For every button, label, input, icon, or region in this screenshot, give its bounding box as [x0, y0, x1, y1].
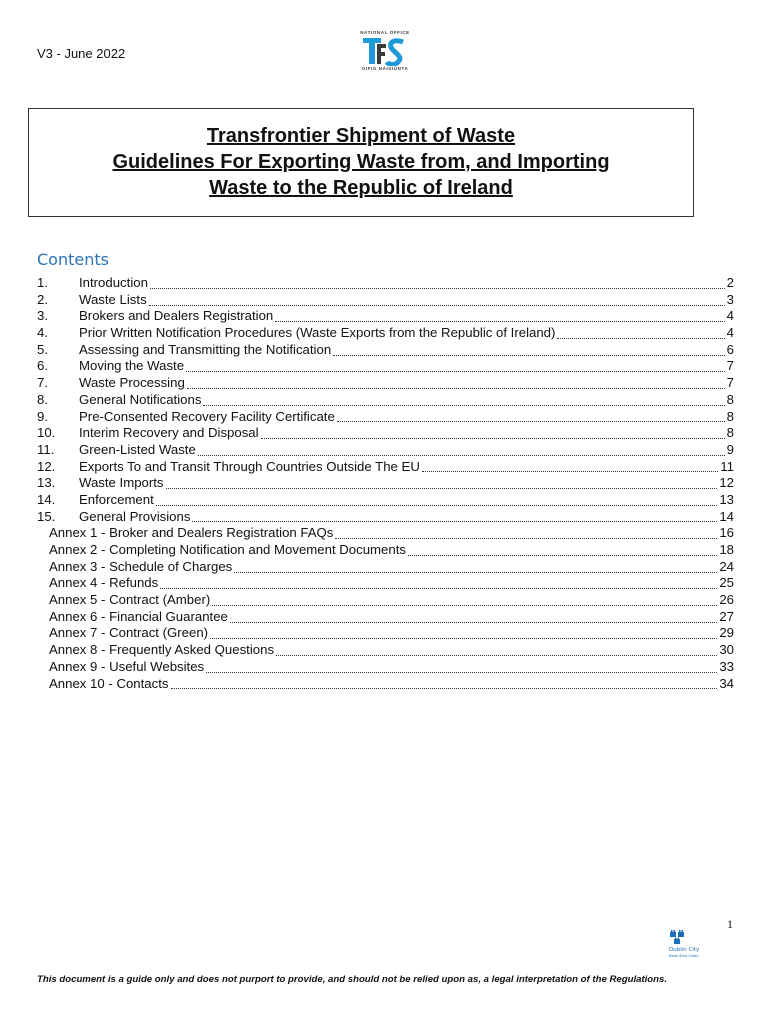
toc-leader: [203, 395, 724, 406]
toc-number: 14.: [37, 491, 56, 507]
toc-page: 4: [726, 325, 734, 341]
dcc-logo-line2: Baile Átha Cliath: [669, 954, 699, 958]
toc-number: 13.: [37, 475, 56, 491]
toc-page: 8: [726, 425, 734, 441]
toc-page: 9: [726, 441, 734, 457]
toc-number: 3.: [37, 308, 48, 324]
toc-leader: [335, 528, 717, 539]
toc-page: 34: [719, 675, 734, 691]
toc-annex-entry[interactable]: [37, 525, 734, 542]
toc-title: Waste Processing: [79, 375, 185, 391]
toc-page: 12: [719, 475, 734, 491]
toc-entry[interactable]: [37, 342, 734, 359]
toc-title: Annex 1 - Broker and Dealers Registration FAQs: [49, 525, 334, 541]
toc-number: 1.: [37, 275, 48, 290]
toc-number: 11.: [37, 441, 55, 457]
toc-title: Green-Listed Waste: [79, 441, 196, 457]
table-of-contents: [37, 275, 734, 692]
tfs-mark-icon: [363, 36, 407, 66]
toc-annex-entry[interactable]: [37, 659, 734, 676]
toc-entry[interactable]: [37, 325, 734, 342]
toc-page: 3: [726, 291, 734, 307]
toc-page: 13: [719, 491, 734, 507]
toc-annex-entry[interactable]: [37, 575, 734, 592]
toc-entry[interactable]: [37, 492, 734, 509]
page-number: 1: [727, 917, 733, 931]
toc-number: 8.: [37, 391, 48, 407]
toc-title: Annex 4 - Refunds: [49, 575, 159, 591]
toc-entry[interactable]: [37, 375, 734, 392]
toc-leader: [149, 295, 725, 306]
version-label: V3 - June 2022: [37, 46, 126, 61]
toc-annex-entry[interactable]: [37, 559, 734, 576]
toc-entry[interactable]: [37, 509, 734, 526]
toc-page: 27: [719, 608, 734, 624]
toc-leader: [276, 645, 717, 656]
toc-leader: [212, 595, 717, 606]
logo-top-text: NATIONAL OFFICE: [360, 30, 410, 35]
toc-title: Prior Written Notification Procedures (Waste Exports from the Republic of Ireland): [79, 325, 556, 341]
toc-leader: [261, 428, 725, 439]
toc-title: General Notifications: [79, 391, 202, 407]
toc-entry[interactable]: [37, 459, 734, 476]
title-box: [28, 108, 694, 217]
toc-page: 2: [726, 275, 734, 290]
toc-leader: [198, 445, 725, 456]
toc-leader: [160, 578, 717, 589]
toc-page: 16: [719, 525, 734, 541]
toc-leader: [186, 361, 725, 372]
toc-leader: [210, 628, 717, 639]
toc-title: General Provisions: [79, 508, 191, 524]
toc-leader: [156, 495, 718, 506]
toc-title: Annex 6 - Financial Guarantee: [49, 608, 228, 624]
toc-entry[interactable]: [37, 475, 734, 492]
toc-page: 7: [726, 358, 734, 374]
toc-page: 25: [719, 575, 734, 591]
toc-page: 11: [720, 458, 734, 474]
toc-entry[interactable]: [37, 292, 734, 309]
title-line-2: Guidelines For Exporting Waste from, and Importing: [112, 151, 610, 173]
toc-page: 7: [726, 375, 734, 391]
title-line-3: Waste to the Republic of Ireland: [209, 177, 513, 199]
toc-title: Assessing and Transmitting the Notification: [79, 341, 332, 357]
toc-annex-entry[interactable]: [37, 609, 734, 626]
toc-title: Annex 2 - Completing Notification and Movement Documents: [49, 542, 406, 557]
toc-leader: [422, 461, 718, 472]
toc-leader: [150, 278, 725, 289]
toc-page: 33: [719, 658, 734, 674]
contents-heading: Contents: [37, 250, 109, 269]
toc-entry[interactable]: [37, 409, 734, 426]
toc-entry[interactable]: [37, 442, 734, 459]
toc-leader: [192, 511, 717, 522]
toc-leader: [230, 612, 717, 623]
toc-page: 8: [726, 408, 734, 424]
toc-number: 2.: [37, 291, 48, 307]
toc-number: 4.: [37, 325, 48, 341]
toc-title: Waste Lists: [79, 291, 147, 307]
dublin-city-logo: [665, 930, 707, 960]
toc-annex-entry[interactable]: [37, 592, 734, 609]
toc-title: Annex 8 - Frequently Asked Questions: [49, 642, 275, 658]
toc-title: Pre-Consented Recovery Facility Certificate: [79, 408, 335, 424]
toc-annex-entry[interactable]: [37, 542, 734, 559]
toc-number: 12.: [37, 458, 56, 474]
tfs-logo: [352, 30, 418, 74]
toc-leader: [187, 378, 725, 389]
disclaimer: This document is a guide only and does not purport to provide, and should not be relied upon as, a legal interpretation of the Regulations.: [37, 974, 668, 985]
toc-number: 10.: [37, 425, 56, 441]
toc-title: Waste Imports: [79, 475, 164, 491]
title-line-1: Transfrontier Shipment of Waste: [206, 125, 516, 147]
toc-title: Annex 3 - Schedule of Charges: [49, 558, 233, 574]
toc-page: 29: [719, 625, 734, 641]
toc-leader: [234, 562, 717, 573]
toc-page: 18: [719, 542, 734, 557]
toc-number: 9.: [37, 408, 48, 424]
toc-number: 6.: [37, 358, 48, 374]
toc-leader: [337, 411, 725, 422]
toc-number: 15.: [37, 508, 56, 524]
toc-number: 7.: [37, 375, 48, 391]
toc-title: Interim Recovery and Disposal: [79, 425, 259, 441]
toc-leader: [333, 345, 725, 356]
toc-page: 30: [719, 642, 734, 658]
logo-bottom-text: OIFIG NÁISIÚNTA: [361, 66, 409, 71]
toc-leader: [171, 678, 718, 689]
toc-leader: [166, 478, 718, 489]
toc-title: Annex 5 - Contract (Amber): [49, 592, 211, 608]
toc-leader: [408, 545, 717, 556]
toc-page: 24: [719, 558, 734, 574]
toc-leader: [206, 662, 717, 673]
toc-title: Moving the Waste: [79, 358, 185, 374]
toc-title: Brokers and Dealers Registration: [79, 308, 274, 324]
toc-title: Enforcement: [79, 491, 154, 507]
toc-page: 4: [726, 308, 734, 324]
toc-entry[interactable]: [37, 425, 734, 442]
toc-annex-entry[interactable]: [37, 625, 734, 642]
toc-number: 5.: [37, 341, 48, 357]
toc-title: Annex 9 - Useful Websites: [49, 658, 205, 674]
toc-title: Annex 7 - Contract (Green): [49, 625, 209, 641]
toc-page: 6: [726, 341, 734, 357]
toc-entry[interactable]: [37, 392, 734, 409]
toc-title: Annex 10 - Contacts: [49, 675, 169, 691]
toc-leader: [275, 311, 724, 322]
toc-annex-entry[interactable]: [37, 676, 734, 693]
toc-page: 26: [719, 592, 734, 608]
toc-entry[interactable]: [37, 275, 734, 292]
toc-entry[interactable]: [37, 308, 734, 325]
toc-leader: [557, 328, 724, 339]
toc-title: Introduction: [79, 275, 148, 290]
toc-page: 8: [726, 391, 734, 407]
toc-title: Exports To and Transit Through Countries Outside The EU: [79, 458, 420, 474]
toc-annex-entry[interactable]: [37, 642, 734, 659]
toc-entry[interactable]: [37, 358, 734, 375]
dcc-logo-line1: Dublin City: [669, 947, 700, 953]
toc-page: 14: [719, 508, 734, 524]
